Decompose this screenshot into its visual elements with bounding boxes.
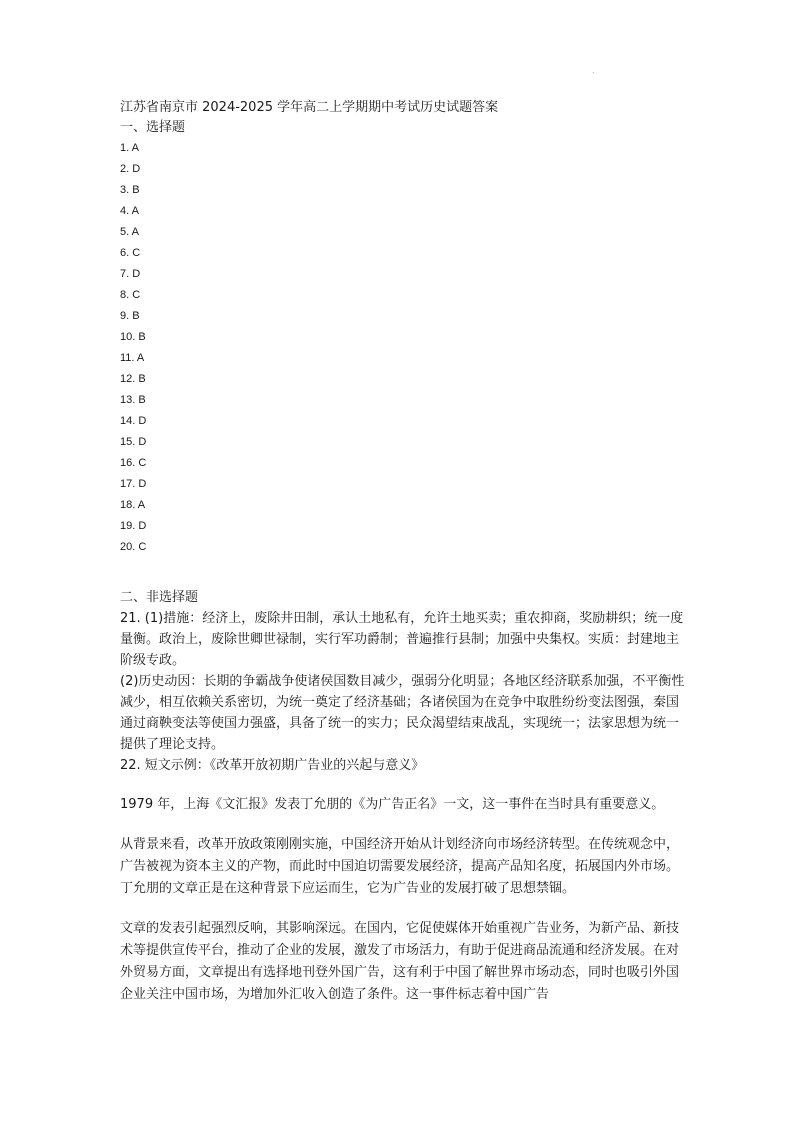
answer-item: 16. C [120, 457, 147, 469]
essay-paragraph: 从背景来看，改革开放政策刚刚实施，中国经济开始从计划经济向市场经济转型。在传统观念中，广告被视为资本主义的产物，而此时中国迫切需要发展经济，提高产品知名度，拓展国内外市场。丁允朋的文章正是在这种背景下应运而生，它为广告业的发展打破了思想禁锢。 [120, 837, 680, 896]
answer-item: 9. B [120, 310, 140, 322]
answer-item: 10. B [120, 331, 146, 343]
essay-paragraph: 文章的发表引起强烈反响，其影响深远。在国内，它促使媒体开始重视广告业务，为新产品、新技术等提供宣传平台，推动了企业的发展，激发了市场活力，有助于促进商品流通和经济发展。在对外贸易方面，文章提出有选择地刊登外国广告，这有利于中国了解世界市场动态，同时也吸引外国企业关注中国市场，为增加外汇收入创造了条件。这一事件标志着中国广告 [120, 921, 680, 1002]
answer-item: 20. C [120, 541, 147, 553]
answer-item: 6. C [120, 247, 141, 259]
spacer [120, 776, 686, 794]
section-heading-choice: 一、选择题 [120, 120, 186, 135]
answer-item: 1. A [120, 142, 139, 154]
spacer [120, 558, 686, 588]
answer-list [120, 138, 686, 558]
spacer [120, 900, 686, 918]
q21-part1: 21. (1)措施：经济上，废除井田制，承认土地私有，允许土地买卖；重农抑商，奖励耕织；统一度量衡。政治上，废除世卿世禄制，实行军功爵制；普遍推行县制；加强中央集权。实质：封建地主阶级专政。 [120, 611, 684, 668]
answer-item: 15. D [120, 436, 147, 448]
section-heading-nonchoice: 二、非选择题 [120, 590, 199, 605]
answer-item: 3. B [120, 184, 140, 196]
page-mark: . [592, 66, 595, 75]
answer-item: 4. A [120, 205, 139, 217]
answer-item: 11. A [120, 352, 145, 364]
answer-item: 19. D [120, 520, 147, 532]
document-content [120, 98, 686, 1006]
spacer [120, 816, 686, 834]
essay-paragraph: 1979 年，上海《文汇报》发表丁允朋的《为广告正名》一文，这一事件在当时具有重要意义。 [120, 797, 665, 812]
answer-item: 13. B [120, 394, 146, 406]
q22-intro: 22. 短文示例：《改革开放初期广告业的兴起与意义》 [120, 758, 425, 773]
answer-item: 17. D [120, 478, 147, 490]
answer-item: 5. A [120, 226, 139, 238]
answer-item: 2. D [120, 163, 141, 175]
document-title: 江苏省南京市 2024-2025 学年高二上学期期中考试历史试题答案 [120, 100, 499, 115]
answer-item: 8. C [120, 289, 141, 301]
answer-item: 7. D [120, 268, 141, 280]
answer-item: 12. B [120, 373, 146, 385]
answer-item: 18. A [120, 499, 146, 511]
essay [120, 776, 686, 1006]
answer-item: 14. D [120, 415, 147, 427]
q21-part2: (2)历史动因：长期的争霸战争使诸侯国数目减少，强弱分化明显；各地区经济联系加强，不平衡性减少，相互依赖关系密切，为统一奠定了经济基础；各诸侯国为在竞争中取胜纷纷变法图强，秦国通过商鞅变法等使国力强盛，具备了统一的实力；民众渴望结束战乱，实现统一；法家思想为统一提供了理论支持。 [120, 674, 685, 752]
